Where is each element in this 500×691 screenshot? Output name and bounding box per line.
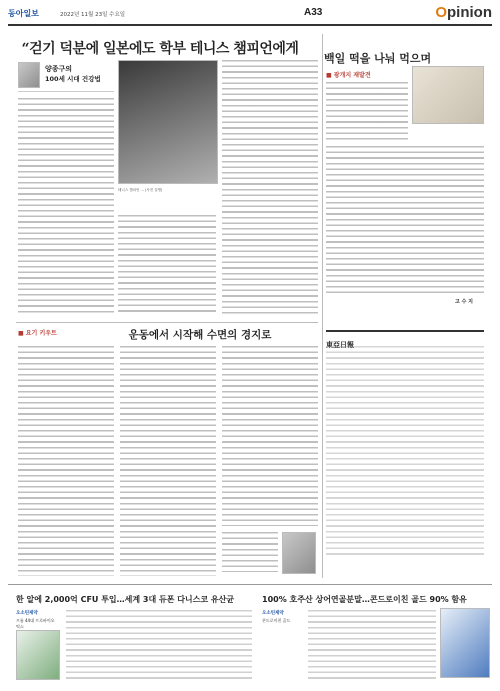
author-portrait — [18, 62, 40, 88]
section-prefix: O — [435, 4, 447, 21]
newspaper-info-text — [326, 346, 484, 556]
column-rule — [322, 34, 323, 578]
ad-1-product: 프롬 44대 프로바이오틱스 — [16, 618, 55, 629]
ad-2-product-image — [440, 608, 490, 678]
byline-name: 양종구의 — [45, 65, 73, 73]
section-tag: ■ 요기 키우트 — [18, 328, 57, 337]
dateline: 2022년 11월 23일 수요일 — [60, 12, 126, 18]
secondary-headline: 운동에서 시작해 수면의 경지로 — [128, 329, 272, 341]
newspaper-logo: 동아일보 — [8, 9, 39, 18]
article-text-col-3 — [222, 60, 318, 316]
main-photo — [118, 60, 218, 184]
secondary-text-col-1 — [18, 346, 114, 576]
byline-divider — [18, 91, 114, 92]
secondary-text-col-3 — [222, 346, 318, 526]
ad-1-brand: 오소틴제약 — [16, 611, 38, 616]
section-title — [435, 4, 492, 21]
ad-2-product: 콘드로이친 골드 — [262, 618, 291, 623]
right-text-top — [326, 82, 408, 142]
article-text-col-1 — [18, 98, 114, 316]
ad-2-brand: 오소틴제약 — [262, 611, 284, 616]
newspaper-info-box — [326, 330, 484, 349]
ad-2-body — [308, 610, 436, 682]
right-column-author: 고 수 지 — [455, 299, 473, 305]
secondary-author-photo — [282, 532, 316, 574]
rice-cake-illustration — [412, 66, 484, 124]
ad-1-headline: 한 알에 2,000억 CFU 투입…세계 3대 듀폰 다니스코 유산균 — [16, 595, 235, 604]
right-text-col — [326, 146, 484, 296]
section-rest: pinion — [447, 4, 492, 21]
ad-1-body — [66, 610, 252, 682]
page-number: A33 — [304, 7, 323, 18]
ad-2-headline: 100% 호주산 상어연골분말…콘드로이친 골드 90% 함유 — [262, 595, 467, 604]
photo-caption: 테니스 챔피언 ... (사진 설명) — [118, 188, 163, 192]
right-column-headline: 백일 떡을 나눠 먹으며 — [324, 52, 432, 65]
article-text-col-2 — [118, 215, 216, 315]
main-headline: “걷기 덕분에 일본에도 학부 테니스 챔피언에게 — [21, 41, 299, 57]
secondary-text-col-2 — [120, 346, 216, 576]
newspaper-box-title: 東亞日報 — [326, 340, 354, 349]
section-divider — [16, 322, 318, 323]
masthead — [8, 4, 492, 26]
ad-1-product-image — [16, 630, 60, 680]
page-divider — [8, 584, 492, 585]
secondary-byline-text — [222, 532, 278, 572]
right-column-tag: ■ 광개지 재발견 — [326, 70, 371, 79]
byline-title: 100세 시대 건강법 — [45, 75, 101, 83]
